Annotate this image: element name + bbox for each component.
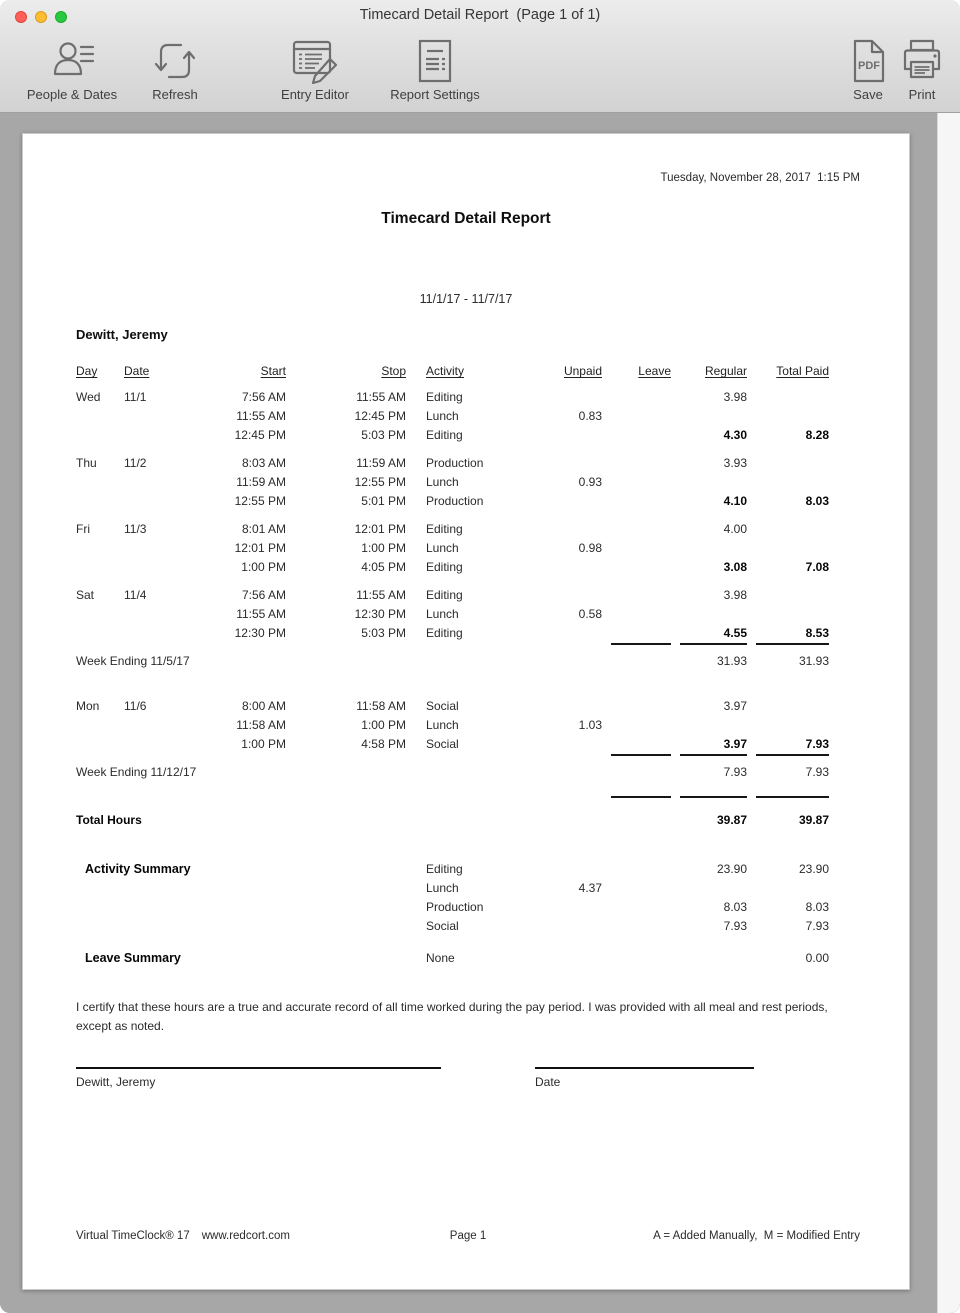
leave-cell [602,558,671,577]
employee-name: Dewitt, Jeremy [76,327,168,342]
week-ending-row [76,652,829,671]
unpaid-cell [557,624,602,643]
column-header: Total Paid [776,364,829,378]
activity-cell: Lunch [426,607,459,621]
leave-cell [602,388,671,407]
subtotal-rule [611,643,671,645]
timecard-entry-row [76,605,829,624]
rule-spacer [76,643,602,652]
summary-row [76,917,829,936]
total-paid-cell: 7.93 [805,919,829,933]
day-cell [76,492,124,511]
total-paid-cell [747,454,829,473]
date-cell: 11/1 [124,390,147,404]
start-cell: 12:45 PM [234,428,286,442]
stop-cell: 12:30 PM [354,607,406,621]
timecard-entry-row [76,388,829,407]
rule-cell [671,754,747,763]
refresh-icon [153,38,197,84]
certification-text: I certify that these hours are a true and accurate record of all time worked during the pay period. I was provided with all meal and rest periods, except as noted. [76,1000,828,1033]
window-chrome [0,0,960,113]
leave-cell [602,454,671,473]
regular-cell: 3.98 [723,588,747,602]
svg-text:PDF: PDF [858,60,880,72]
refresh-button[interactable] [144,38,206,102]
total-paid-cell [747,716,829,735]
day-cell [76,426,124,445]
leave-cell [602,539,671,558]
leave-cell [602,473,671,492]
start-cell: 11:59 AM [236,475,286,489]
timecard-table [76,362,829,968]
column-header: Unpaid [563,364,602,378]
total-paid-cell [747,520,829,539]
page-footer [76,1230,860,1242]
report-title: Timecard Detail Report [381,210,551,227]
employee-signature-line [76,1067,441,1069]
summary-row [76,879,829,898]
print-icon [899,38,945,84]
activity-cell: Lunch [426,881,459,895]
date-cell [124,407,170,426]
stop-cell: 5:01 PM [361,494,406,508]
subtotal-rule [680,643,747,645]
leave-cell [602,949,671,968]
date-cell [124,735,170,754]
day-cell [76,605,124,624]
regular-cell [671,949,747,968]
timecard-entry-row [76,520,829,539]
activity-cell: Lunch [426,718,459,732]
leave-cell [602,697,671,716]
date-cell [124,492,170,511]
activity-cell: Production [426,456,484,470]
rule-cell [602,796,671,805]
subtotal-rule-row [76,796,829,805]
date-cell: 11/3 [124,522,147,536]
subtotal-rule [611,754,671,756]
total-paid-cell: 8.03 [805,494,829,508]
toolbar [0,30,960,113]
column-header: Leave [638,364,671,378]
stop-cell: 11:58 AM [356,699,406,713]
total-paid-cell [747,407,829,426]
regular-cell: 7.93 [723,765,747,779]
footer-app-name: Virtual TimeClock® 17 [76,1230,190,1242]
total-paid-cell: 31.93 [798,654,829,668]
rule-cell [671,796,747,805]
total-paid-cell: 7.93 [805,765,829,779]
leave-cell [602,860,671,879]
day-cell [76,407,124,426]
regular-cell [671,473,747,492]
regular-cell [671,539,747,558]
stop-cell: 12:55 PM [354,475,406,489]
footer-legend: A = Added Manually, M = Modified Entry [653,1230,860,1242]
regular-cell: 7.93 [723,919,747,933]
subtotal-rule [680,754,747,756]
people-dates-label: People & Dates [26,87,118,102]
week-ending-row [76,763,829,782]
total-paid-cell [747,879,829,898]
stop-cell: 4:05 PM [361,560,406,574]
week-ending-label: Week Ending 11/5/17 [76,654,190,668]
leave-cell [602,879,671,898]
unpaid-cell [557,811,602,830]
date-cell [124,426,170,445]
day-cell: Mon [76,699,100,713]
unpaid-cell: 4.37 [578,881,602,895]
regular-cell [671,879,747,898]
stop-cell: 1:00 PM [361,718,406,732]
report-generated-timestamp: Tuesday, November 28, 2017 1:15 PM [660,172,860,184]
date-cell: 11/2 [124,456,147,470]
timecard-entry-row [76,426,829,445]
unpaid-cell: 0.98 [578,541,602,555]
subtotal-rule-row [76,754,829,763]
activity-cell: Editing [426,390,463,404]
unpaid-cell: 1.03 [578,718,602,732]
unpaid-cell [557,735,602,754]
start-cell: 12:30 PM [234,626,286,640]
day-cell [76,624,124,643]
stop-cell: 11:55 AM [356,390,406,404]
timecard-entry-row [76,492,829,511]
leave-cell [602,426,671,445]
rule-cell [747,643,829,652]
rule-cell [747,796,829,805]
leave-cell [602,605,671,624]
column-header: Day [76,364,98,378]
save-label: Save [853,87,883,102]
total-paid-cell [747,473,829,492]
unpaid-cell [557,586,602,605]
summary-label [76,898,406,917]
start-cell: 1:00 PM [241,737,286,751]
regular-cell: 39.87 [716,813,747,827]
people-dates-icon [48,38,96,84]
unpaid-cell [557,763,602,782]
regular-cell [671,407,747,426]
activity-cell: Lunch [426,475,459,489]
unpaid-cell [557,917,602,936]
activity-cell: Editing [426,522,463,536]
start-cell: 11:55 AM [236,607,286,621]
start-cell: 11:58 AM [236,718,286,732]
activity-cell: Lunch [426,409,459,423]
stop-cell: 12:01 PM [354,522,406,536]
column-header: Start [260,364,286,378]
timecard-entry-row [76,716,829,735]
rule-spacer [76,754,602,763]
activity-cell [406,652,557,671]
people-dates-button[interactable] [12,38,132,102]
employee-signature-label: Dewitt, Jeremy [76,1075,156,1089]
timecard-entry-row [76,454,829,473]
footer-website: www.redcort.com [201,1230,290,1242]
table-header-row [76,362,829,381]
date-signature-block [535,1067,754,1089]
stop-cell: 5:03 PM [361,428,406,442]
date-cell [124,539,170,558]
timecard-entry-row [76,473,829,492]
regular-cell: 3.08 [723,560,747,574]
unpaid-cell [557,454,602,473]
unpaid-cell [557,860,602,879]
date-signature-line [535,1067,754,1069]
date-signature-label: Date [535,1075,561,1089]
start-cell: 8:00 AM [241,699,286,713]
report-page [22,133,910,1290]
regular-cell: 4.55 [723,626,747,640]
timecard-entry-row [76,558,829,577]
stop-cell: 1:00 PM [361,541,406,555]
total-paid-cell [747,586,829,605]
rule-cell [747,754,829,763]
total-paid-cell [747,697,829,716]
unpaid-cell [557,898,602,917]
unpaid-cell [557,492,602,511]
unpaid-cell: 0.58 [578,607,602,621]
activity-cell: Social [426,919,459,933]
stop-cell: 11:55 AM [356,588,406,602]
total-paid-cell: 7.93 [805,737,829,751]
activity-cell: Editing [426,626,463,640]
regular-cell: 8.03 [723,900,747,914]
regular-cell: 3.97 [723,737,747,751]
timecard-entry-row [76,624,829,643]
unpaid-cell [557,520,602,539]
start-cell: 8:03 AM [241,456,286,470]
leave-cell [602,652,671,671]
day-cell [76,735,124,754]
stop-cell: 11:59 AM [356,456,406,470]
timecard-entry-row [76,586,829,605]
regular-cell: 3.97 [723,699,747,713]
date-cell: 11/6 [124,699,147,713]
subtotal-rule [756,754,829,756]
date-cell [124,473,170,492]
activity-cell: None [426,951,455,965]
column-header: Date [124,364,150,378]
report-settings-button[interactable] [374,38,496,102]
report-preview-area [0,113,960,1313]
unpaid-cell: 0.83 [578,409,602,423]
unpaid-cell [557,949,602,968]
leave-cell [602,716,671,735]
date-cell [124,558,170,577]
start-cell: 12:55 PM [234,494,286,508]
entry-editor-icon [291,38,339,84]
entry-editor-label: Entry Editor [281,87,349,102]
regular-cell: 4.30 [723,428,747,442]
rule-spacer [76,796,602,805]
day-cell [76,716,124,735]
date-cell [124,624,170,643]
date-cell: 11/4 [124,588,147,602]
unpaid-cell [557,388,602,407]
save-pdf-icon [848,38,888,84]
window-title: Timecard Detail Report (Page 1 of 1) [359,7,601,23]
regular-cell: 31.93 [716,654,747,668]
timecard-entry-row [76,697,829,716]
activity-cell: Editing [426,428,463,442]
subtotal-rule [756,643,829,645]
summary-row [76,860,829,879]
stop-cell: 5:03 PM [361,626,406,640]
leave-cell [602,763,671,782]
save-button[interactable] [845,38,891,102]
activity-cell: Editing [426,588,463,602]
timecard-entry-row [76,407,829,426]
summary-label: Activity Summary [85,862,191,876]
leave-cell [602,735,671,754]
unpaid-cell: 0.93 [578,475,602,489]
unpaid-cell [557,652,602,671]
leave-cell [602,586,671,605]
regular-cell: 23.90 [716,862,747,876]
column-header: Activity [426,364,465,378]
total-paid-cell: 8.53 [805,626,829,640]
activity-cell: Social [426,737,459,751]
date-cell [124,605,170,624]
titlebar [0,0,960,30]
regular-cell: 3.93 [723,456,747,470]
total-paid-cell: 7.08 [805,560,829,574]
report-settings-label: Report Settings [390,87,480,102]
summary-row [76,898,829,917]
report-settings-icon [413,38,457,84]
leave-cell [602,898,671,917]
activity-cell: Social [426,699,459,713]
day-cell: Thu [76,456,97,470]
unpaid-cell [557,697,602,716]
total-hours-label: Total Hours [76,813,142,827]
date-cell [124,716,170,735]
unpaid-cell [557,426,602,445]
activity-cell [406,763,557,782]
timecard-entry-row [76,735,829,754]
start-cell: 11:55 AM [236,409,286,423]
leave-cell [602,917,671,936]
start-cell: 8:01 AM [241,522,286,536]
column-header: Regular [704,364,747,378]
activity-cell: Editing [426,560,463,574]
start-cell: 7:56 AM [241,390,286,404]
leave-cell [602,407,671,426]
scrollbar-track[interactable] [937,113,960,1313]
regular-cell: 4.00 [723,522,747,536]
day-cell [76,539,124,558]
day-cell: Sat [76,588,95,602]
regular-cell: 4.10 [723,494,747,508]
summary-row [76,949,829,968]
refresh-label: Refresh [152,87,198,102]
activity-cell: Editing [426,862,463,876]
print-button[interactable] [899,38,945,102]
start-cell: 12:01 PM [234,541,286,555]
entry-editor-button[interactable] [270,38,360,102]
leave-cell [602,520,671,539]
regular-cell [671,716,747,735]
unpaid-cell [557,558,602,577]
subtotal-rule [756,796,829,798]
subtotal-rule [611,796,671,798]
print-label: Print [908,87,936,102]
week-ending-label: Week Ending 11/12/17 [76,765,197,779]
summary-label: Leave Summary [85,951,181,965]
stop-cell: 4:58 PM [361,737,406,751]
day-cell [76,558,124,577]
total-paid-cell: 0.00 [805,951,829,965]
activity-cell [406,811,557,830]
report-date-range: 11/1/17 - 11/7/17 [419,292,513,306]
leave-cell [602,811,671,830]
summary-label [76,917,406,936]
leave-cell [602,624,671,643]
total-paid-cell: 8.03 [805,900,829,914]
total-paid-cell: 39.87 [798,813,829,827]
start-cell: 1:00 PM [241,560,286,574]
total-paid-cell [747,388,829,407]
day-cell: Wed [76,390,101,404]
total-hours-row [76,811,829,830]
total-paid-cell [747,539,829,558]
footer-app-info [76,1230,290,1242]
total-paid-cell [747,605,829,624]
total-paid-cell: 23.90 [798,862,829,876]
regular-cell: 3.98 [723,390,747,404]
column-header: Stop [381,364,406,378]
start-cell: 7:56 AM [241,588,286,602]
activity-cell: Production [426,900,484,914]
day-cell: Fri [76,522,90,536]
total-paid-cell: 8.28 [805,428,829,442]
rule-cell [602,643,671,652]
activity-cell: Lunch [426,541,459,555]
footer-page-number: Page 1 [449,1230,487,1242]
stop-cell: 12:45 PM [354,409,406,423]
rule-cell [671,643,747,652]
regular-cell [671,605,747,624]
activity-cell: Production [426,494,484,508]
timecard-entry-row [76,539,829,558]
day-cell [76,473,124,492]
leave-cell [602,492,671,511]
employee-signature-block [76,1067,441,1089]
summary-label [76,879,406,898]
subtotal-rule-row [76,643,829,652]
subtotal-rule [680,796,747,798]
rule-cell [602,754,671,763]
